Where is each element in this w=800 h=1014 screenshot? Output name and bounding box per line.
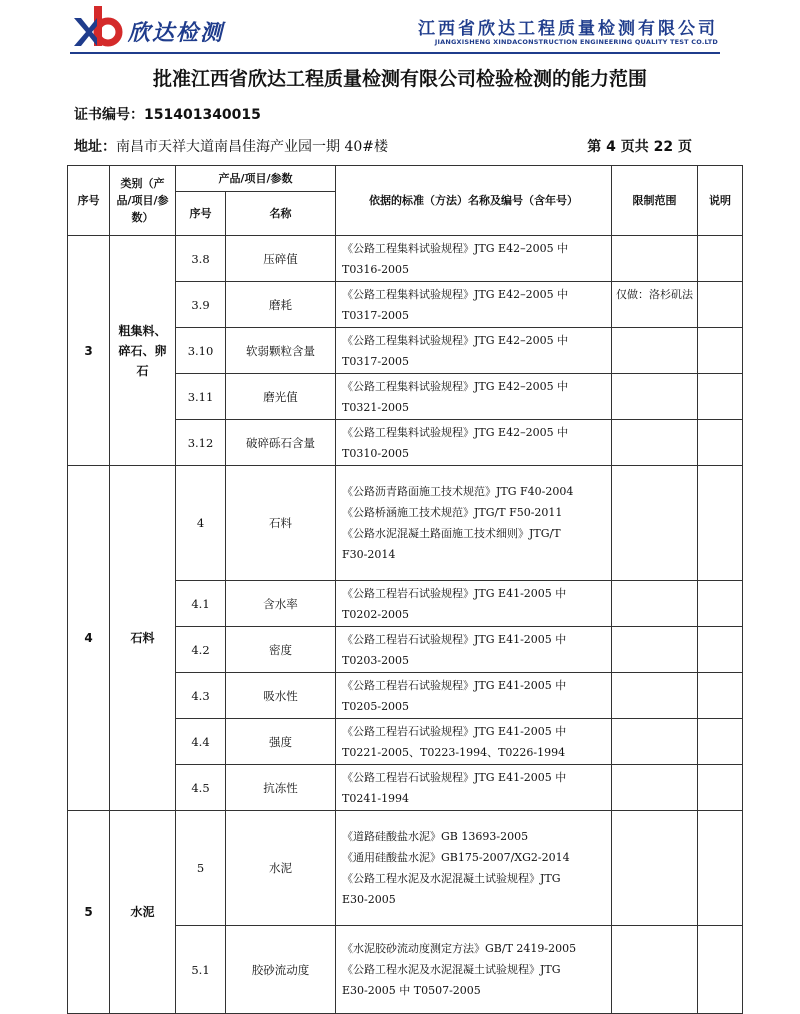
table-row xyxy=(68,466,743,581)
item-name: 压碎值 xyxy=(226,236,336,282)
item-standard xyxy=(336,627,612,673)
header-note: 说明 xyxy=(698,166,743,236)
header-category: 类别（产品/项目/参数） xyxy=(110,166,176,236)
address-value: 南昌市天祥大道南昌佳海产业园一期 40#楼 xyxy=(116,139,388,155)
item-limit xyxy=(612,420,698,466)
company-logo-icon xyxy=(72,6,124,48)
standard-line: 《公路工程集料试验规程》JTG E42–2005 中 xyxy=(342,379,569,393)
item-standard xyxy=(336,719,612,765)
group-category: 水泥 xyxy=(110,811,176,1014)
certificate-label: 证书编号： xyxy=(74,107,144,123)
certificate-value: 151401340015 xyxy=(144,107,261,123)
group-category: 石料 xyxy=(110,466,176,811)
item-limit xyxy=(612,328,698,374)
standard-line: 《公路工程岩石试验规程》JTG E41-2005 中 xyxy=(342,586,567,600)
item-number: 3.12 xyxy=(176,420,226,466)
standard-line: T0205-2005 xyxy=(342,699,410,713)
standard-line: 《公路工程岩石试验规程》JTG E41-2005 中 xyxy=(342,770,567,784)
item-note xyxy=(698,719,743,765)
item-name: 磨光值 xyxy=(226,374,336,420)
logo-text: 欣达检测 xyxy=(128,21,225,46)
item-limit xyxy=(612,673,698,719)
item-note xyxy=(698,466,743,581)
item-number: 4.5 xyxy=(176,765,226,811)
header-product-group: 产品/项目/参数 xyxy=(176,166,336,192)
item-standard xyxy=(336,581,612,627)
standard-line: 《公路工程岩石试验规程》JTG E41-2005 中 xyxy=(342,678,567,692)
capability-table xyxy=(67,165,743,1014)
item-name: 强度 xyxy=(226,719,336,765)
standard-line: 《公路桥涵施工技术规范》JTG/T F50-2011 xyxy=(342,506,563,519)
header-standard: 依据的标准（方法）名称及编号（含年号） xyxy=(336,166,612,236)
item-name: 石料 xyxy=(226,466,336,581)
table-row xyxy=(68,811,743,926)
item-note xyxy=(698,627,743,673)
group-category: 粗集料、碎石、卵石 xyxy=(110,236,176,466)
item-note xyxy=(698,581,743,627)
header-sub-seq: 序号 xyxy=(176,192,226,236)
company-name-cn: 江西省欣达工程质量检测有限公司 xyxy=(418,19,718,39)
item-name: 软弱颗粒含量 xyxy=(226,328,336,374)
address-label: 地址： xyxy=(74,139,116,155)
standard-line: T0203-2005 xyxy=(342,653,410,667)
standard-line: 《公路工程集料试验规程》JTG E42–2005 中 xyxy=(342,425,569,439)
item-number: 3.10 xyxy=(176,328,226,374)
item-limit xyxy=(612,236,698,282)
standard-line: 《公路工程集料试验规程》JTG E42–2005 中 xyxy=(342,333,569,347)
item-name: 密度 xyxy=(226,627,336,673)
group-seq: 5 xyxy=(68,811,110,1014)
item-number: 3.9 xyxy=(176,282,226,328)
standard-line: 《公路工程集料试验规程》JTG E42–2005 中 xyxy=(342,241,569,255)
item-note xyxy=(698,765,743,811)
item-number: 5 xyxy=(176,811,226,926)
page-number: 第 4 页共 22 页 xyxy=(587,139,692,155)
item-number: 4.1 xyxy=(176,581,226,627)
standard-line: T0317-2005 xyxy=(342,354,410,368)
item-number: 4.4 xyxy=(176,719,226,765)
item-standard xyxy=(336,282,612,328)
standard-line: 《水泥胶砂流动度测定方法》GB/T 2419-2005 xyxy=(342,942,577,955)
group-seq: 4 xyxy=(68,466,110,811)
item-number: 3.11 xyxy=(176,374,226,420)
standard-line: T0310-2005 xyxy=(342,446,410,460)
standard-line: T0316-2005 xyxy=(342,262,410,276)
standard-line: T0317-2005 xyxy=(342,308,410,322)
item-standard xyxy=(336,374,612,420)
standard-line: 《公路工程岩石试验规程》JTG E41-2005 中 xyxy=(342,724,567,738)
item-note xyxy=(698,420,743,466)
header-name: 名称 xyxy=(226,192,336,236)
item-limit xyxy=(612,719,698,765)
item-number: 4.3 xyxy=(176,673,226,719)
item-limit xyxy=(612,926,698,1014)
standard-line: 《公路工程岩石试验规程》JTG E41-2005 中 xyxy=(342,632,567,646)
document-title: 批准江西省欣达工程质量检测有限公司检验检测的能力范围 xyxy=(152,68,647,90)
item-name: 吸水性 xyxy=(226,673,336,719)
item-number: 4 xyxy=(176,466,226,581)
item-name: 破碎砾石含量 xyxy=(226,420,336,466)
item-note xyxy=(698,811,743,926)
item-name: 磨耗 xyxy=(226,282,336,328)
standard-line: 《公路工程集料试验规程》JTG E42–2005 中 xyxy=(342,287,569,301)
item-standard xyxy=(336,811,612,926)
letterhead xyxy=(0,0,800,58)
standard-line: E30-2005 中 T0507-2005 xyxy=(342,984,481,997)
item-name: 抗冻性 xyxy=(226,765,336,811)
item-number: 4.2 xyxy=(176,627,226,673)
header-seq: 序号 xyxy=(68,166,110,236)
item-note xyxy=(698,926,743,1014)
item-standard xyxy=(336,765,612,811)
item-note xyxy=(698,236,743,282)
header-divider xyxy=(70,52,720,54)
standard-line: T0221-2005、T0223-1994、T0226-1994 xyxy=(342,745,566,759)
item-limit xyxy=(612,765,698,811)
item-standard xyxy=(336,466,612,581)
group-seq: 3 xyxy=(68,236,110,466)
item-limit xyxy=(612,581,698,627)
item-note xyxy=(698,282,743,328)
item-standard xyxy=(336,420,612,466)
standard-line: 《公路工程水泥及水泥混凝土试验规程》JTG xyxy=(342,872,561,885)
item-number: 3.8 xyxy=(176,236,226,282)
item-note xyxy=(698,328,743,374)
standard-line: E30-2005 xyxy=(342,893,396,906)
item-limit xyxy=(612,811,698,926)
address xyxy=(74,136,388,156)
certificate-number xyxy=(74,104,261,124)
item-note xyxy=(698,673,743,719)
company-name-en: JIANGXISHENG XINDACONSTRUCTION ENGINEERING QUALITY TEST CO.LTD xyxy=(434,38,718,46)
standard-line: 《公路沥青路面施工技术规范》JTG F40-2004 xyxy=(342,485,574,498)
table-row xyxy=(68,236,743,282)
standard-line: T0202-2005 xyxy=(342,607,410,621)
item-note xyxy=(698,374,743,420)
item-standard xyxy=(336,236,612,282)
item-standard xyxy=(336,673,612,719)
standard-line: 《通用硅酸盐水泥》GB175-2007/XG2-2014 xyxy=(342,851,570,864)
standard-line: 《道路硅酸盐水泥》GB 13693-2005 xyxy=(342,830,529,843)
standard-line: 《公路工程水泥及水泥混凝土试验规程》JTG xyxy=(342,963,561,976)
item-standard xyxy=(336,926,612,1014)
header-limit: 限制范围 xyxy=(612,166,698,236)
item-limit xyxy=(612,627,698,673)
item-standard xyxy=(336,328,612,374)
standard-line: T0241-1994 xyxy=(342,791,410,805)
item-limit xyxy=(612,466,698,581)
item-limit: 仅做：洛杉矶法 xyxy=(612,282,698,328)
item-number: 5.1 xyxy=(176,926,226,1014)
item-name: 含水率 xyxy=(226,581,336,627)
standard-line: T0321-2005 xyxy=(342,400,410,414)
item-limit xyxy=(612,374,698,420)
standard-line: 《公路水泥混凝土路面施工技术细则》JTG/T xyxy=(342,527,561,540)
standard-line: F30-2014 xyxy=(342,548,396,561)
item-name: 胶砂流动度 xyxy=(226,926,336,1014)
item-name: 水泥 xyxy=(226,811,336,926)
